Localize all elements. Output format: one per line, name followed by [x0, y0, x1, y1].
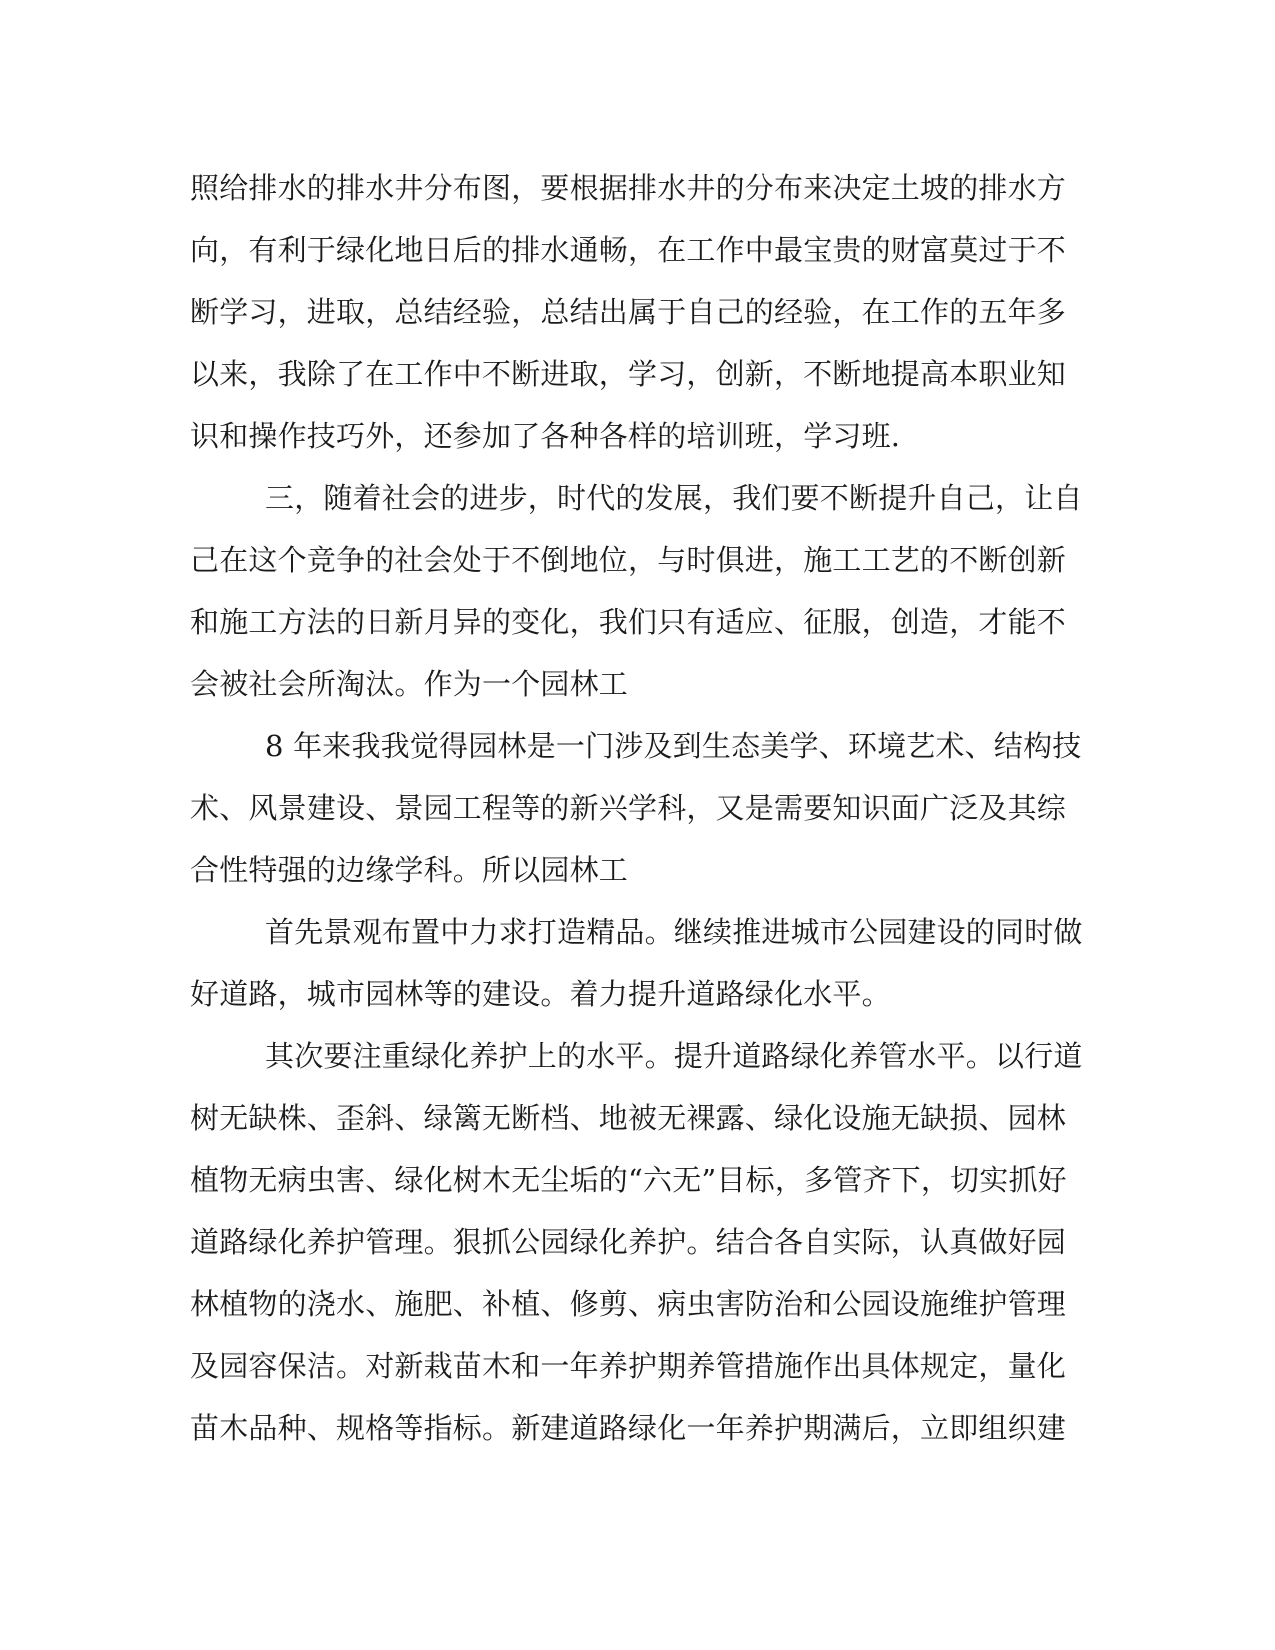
text-line: 树无缺株、歪斜、绿篱无断档、地被无裸露、绿化设施无缺损、园林: [190, 1101, 1067, 1135]
text-line: 首先景观布置中力求打造精品。继续推进城市公园建设的同时做: [265, 915, 1083, 949]
text-line: 照给排水的排水井分布图，要根据排水井的分布来决定土坡的排水方: [190, 171, 1067, 205]
text-line: 道路绿化养护管理。狠抓公园绿化养护。结合各自实际，认真做好园: [190, 1225, 1067, 1259]
text-line: 术、风景建设、景园工程等的新兴学科，又是需要知识面广泛及其综: [190, 791, 1067, 825]
text-line: 断学习，进取，总结经验，总结出属于自己的经验，在工作的五年多: [190, 295, 1067, 329]
text-line: 会被社会所淘汰。作为一个园林工: [190, 667, 629, 701]
text-line: 林植物的浇水、施肥、补植、修剪、病虫害防治和公园设施维护管理: [190, 1287, 1067, 1321]
text-line: 和施工方法的日新月异的变化，我们只有适应、征服，创造，才能不: [190, 605, 1067, 639]
text-line: 8 年来我我觉得园林是一门涉及到生态美学、环境艺术、结构技: [265, 729, 1082, 763]
text-line: 其次要注重绿化养护上的水平。提升道路绿化养管水平。以行道: [265, 1039, 1083, 1073]
text-line: 三，随着社会的进步，时代的发展，我们要不断提升自己，让自: [265, 481, 1083, 515]
text-line: 植物无病虫害、绿化树木无尘垢的“六无”目标，多管齐下，切实抓好: [190, 1163, 1067, 1197]
text-line: 向，有利于绿化地日后的排水通畅，在工作中最宝贵的财富莫过于不: [190, 233, 1067, 267]
text-line: 合性特强的边缘学科。所以园林工: [190, 853, 629, 887]
text-line: 及园容保洁。对新栽苗木和一年养护期养管措施作出具体规定，量化: [190, 1349, 1067, 1383]
text-line: 好道路，城市园林等的建设。着力提升道路绿化水平。: [190, 977, 891, 1011]
body-text: [190, 157, 1090, 1459]
text-line: 苗木品种、规格等指标。新建道路绿化一年养护期满后，立即组织建: [190, 1411, 1067, 1445]
text-line: 识和操作技巧外，还参加了各种各样的培训班，学习班.: [190, 419, 901, 453]
text-line: 己在这个竞争的社会处于不倒地位，与时俱进，施工工艺的不断创新: [190, 543, 1067, 577]
text-line: 以来，我除了在工作中不断进取，学习，创新，不断地提高本职业知: [190, 357, 1067, 391]
